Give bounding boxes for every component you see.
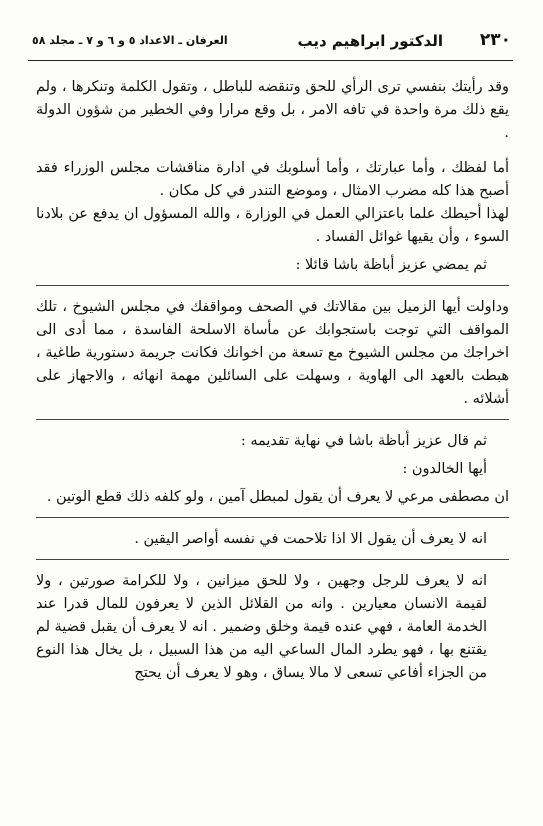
divider <box>36 285 509 286</box>
paragraph-8: ان مصطفى مرعي لا يعرف أن يقول لمبطل آمين ، ولو كلفه ذلك قطع الوتين . <box>46 489 509 505</box>
divider <box>36 419 509 420</box>
paragraph-4: ثم يمضي عزيز أباظة باشا قائلا : <box>295 257 487 273</box>
paragraph-3: لهذا أحيطك علما باعتزالي العمل في الوزارة ، والله المسؤول ان يدفع عن بلادنا السوء ، وأن يقيها غوائل الفساد . <box>36 206 509 245</box>
paragraph-2: أما لفظك ، وأما عبارتك ، وأما أسلوبك في ادارة مناقشات مجلس الوزراء فقد أصبح هذا كله مضرب الامثال ، وموضع التندر في كل مكان . <box>36 160 509 199</box>
running-journal: العرفان ـ الاعداد ٥ و ٦ و ٧ ـ مجلد ٥٨ <box>32 34 228 47</box>
paragraph-7: أيها الخالدون : <box>402 461 487 477</box>
divider <box>36 517 509 518</box>
running-author: الدكتور ابراهيم ديب <box>297 32 443 50</box>
paragraph-9: انه لا يعرف أن يقول الا اذا تلاحمت في نفسه أواصر اليقين . <box>134 531 487 547</box>
paragraph-6: ثم قال عزيز أباظة باشا في نهاية تقديمه : <box>240 433 487 449</box>
divider <box>36 559 509 560</box>
page-number: ٢٣٠ <box>479 30 511 50</box>
paragraph-10: انه لا يعرف للرجل وجهين ، ولا للحق ميزانين ، ولا للكرامة صورتين ، ولا لقيمة الانسان معيارين . وانه من القلائل الذين لا يعرفون للمال قدرا عند الخدمة العامة ، فهي عنده قيمة وخلق وضمير . انه لا يعرف أن يقبل قضية لم يقتنع بها ، فهو يطرد المال الساعي اليه من هذا السبيل ، بل يخال هذا النوع من الجزاء أفاعي تسعى لا مالا يساق ، وهو لا يعرف أن يحتج <box>36 573 487 681</box>
paragraph-5: وداولت أيها الزميل بين مقالاتك في الصحف ومواقفك في مجلس الشيوخ ، تلك المواقف التي توجت باستجوابك عن مأساة الاسلحة الفاسدة ، مما أدى الى اخراجك من مجلس الشيوخ مع تسعة من اخوانك فكانت جريمة دستورية طاغية ، هبطت بالعهد الى الهاوية ، وسهلت على السائلين مهمة انهائه ، والاجهاز على أشلائه . <box>36 299 509 407</box>
article-body <box>36 76 509 685</box>
page-header <box>28 30 513 61</box>
paragraph-1: وقد رأيتك بنفسي ترى الرأي للحق وتنقضه للباطل ، وتقول الكلمة وتنكرها ، ولم يقع ذلك مرة واحدة في تافه الامر ، بل وقع مرارا وفي الخطير من شؤون الدولة . <box>36 79 510 141</box>
